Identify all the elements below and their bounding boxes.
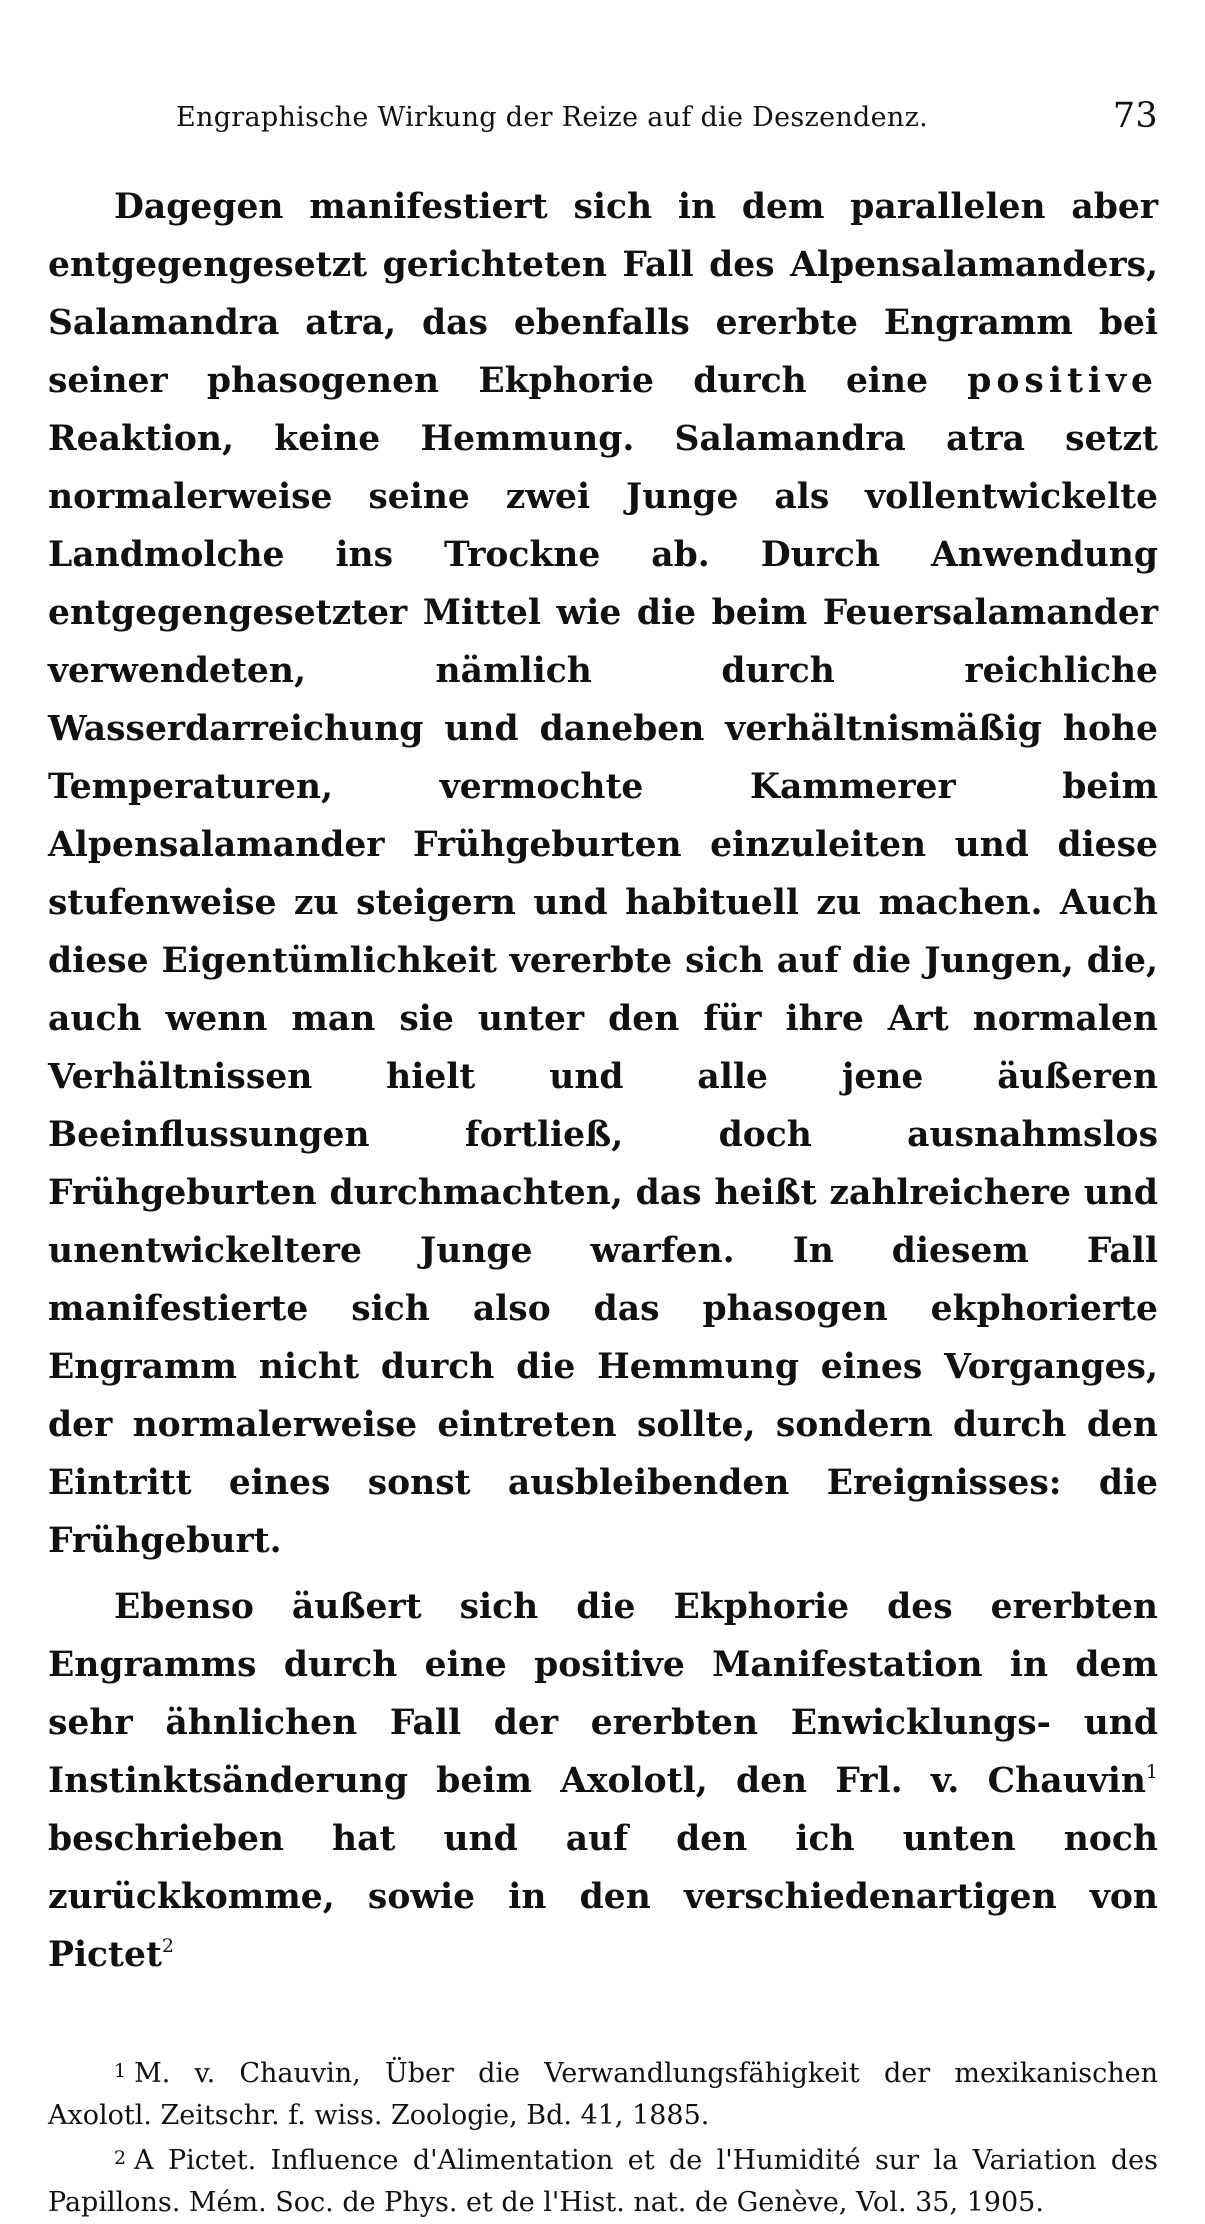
emphasized-word: positive xyxy=(967,361,1158,401)
paragraph-2 xyxy=(48,1578,1158,1984)
book-page xyxy=(48,92,1158,2224)
running-head xyxy=(48,92,1158,152)
footnote-2 xyxy=(48,2137,1158,2224)
paragraph-1 xyxy=(48,178,1158,1570)
footnote-2-text: A Pictet. Influence d'Alimentation et de l'Humidité sur la Variation des Papillons. Mém. Soc. de Phys. et de l'Hist. nat. de Genève, Vol. 35, 1905. xyxy=(48,2145,1158,2218)
paragraph-1-part-b: Reaktion, keine Hemmung. Salamandra atra setzt normalerweise seine zwei Junge als vollentwickelte Landmolche ins Trockne ab. Durch Anwendung entgegengesetzter Mittel wie die beim Feuersalamander verwendeten, nämlich durch reichliche Wasserdarreichung und daneben verhältnismäßig hohe Temperaturen, vermochte Kammerer beim Alpensalamander Frühgeburten einzuleiten und diese stufenweise zu steigern und habituell zu machen. Auch diese Eigentümlichkeit vererbte sich auf die Jungen, die, auch wenn man sie unter den für ihre Art normalen Verhältnissen hielt und alle jene äußeren Beeinflussungen fortließ, doch ausnahmslos Frühgeburten durchmachten, das heißt zahlreichere und unentwickeltere Junge warfen. In diesem Fall manifestierte sich also das phasogen ekphorierte Engramm nicht durch die Hemmung eines Vorganges, der normalerweise eintreten sollte, sondern durch den Eintritt eines sonst ausbleibenden Ereignisses: die Frühgeburt. xyxy=(48,419,1158,1561)
footnotes xyxy=(48,2050,1158,2224)
footnote-ref-1: 1 xyxy=(1145,1761,1158,1783)
paragraph-1-part-a: Dagegen manifestiert sich in dem parallelen aber entgegengesetzt gerichteten Fall des Alpensalamanders, Salamandra atra, das ebenfalls ererbte Engramm bei seiner phasogenen Ekphorie durch eine xyxy=(48,187,1158,401)
paragraph-2-part-a: Ebenso äußert sich die Ekphorie des ererbten Engramms durch eine positive Manifestation in dem sehr ähnlichen Fall der ererbten Enwicklungs- und Instinktsänderung beim Axolotl, den Frl. v. Chauvin xyxy=(48,1587,1158,1801)
page-number: 73 xyxy=(1112,96,1158,136)
footnote-ref-2: 2 xyxy=(161,1935,174,1957)
footnote-1 xyxy=(48,2050,1158,2137)
body-text xyxy=(48,178,1158,1984)
running-title: Engraphische Wirkung der Reize auf die Deszendenz. xyxy=(176,102,929,133)
footnote-1-marker: 1 xyxy=(114,2060,127,2082)
footnote-2-marker: 2 xyxy=(114,2147,127,2169)
paragraph-2-part-b: beschrieben hat und auf den ich unten noch zurückkomme, sowie in den verschiedenartigen von Pictet xyxy=(48,1819,1158,1975)
footnote-1-text: M. v. Chauvin, Über die Verwandlungsfähigkeit der mexikanischen Axolotl. Zeitschr. f. wiss. Zoologie, Bd. 41, 1885. xyxy=(48,2058,1158,2131)
